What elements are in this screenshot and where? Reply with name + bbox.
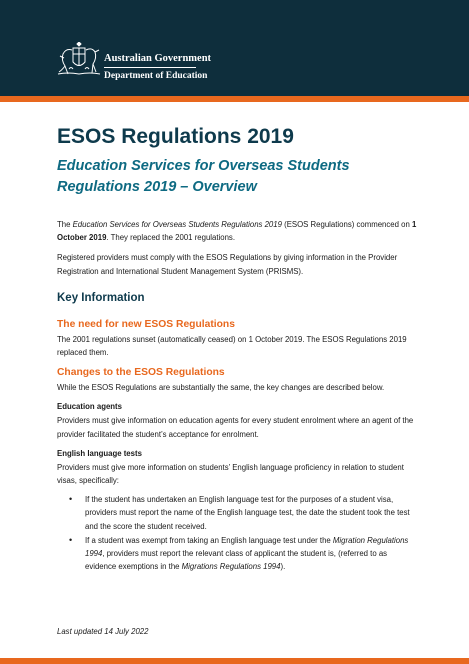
footer-accent-rule [0, 658, 469, 664]
agents-paragraph: Providers must give information on education agents for every student enrolment where an agent of the provider facilitated the student’s acceptance for enrolment. [57, 416, 414, 439]
intro-paragraph-1: The Education Services for Overseas Students Regulations 2019 (ESOS Regulations) commenced on 1 October 2019. They replaced the 2001 regulations. [57, 220, 417, 243]
key-information-heading: Key Information [57, 291, 145, 304]
changes-heading: Changes to the ESOS Regulations [57, 367, 225, 379]
agents-heading: Education agents [57, 402, 122, 412]
intro-paragraph-2: Registered providers must comply with the ESOS Regulations by giving information in the Provider Registration and International Student Management System (PRISMS). [57, 253, 398, 276]
language-bullet-list [85, 493, 417, 573]
language-heading: English language tests [57, 448, 142, 458]
header-band [0, 0, 469, 96]
department-name: Department of Education [104, 71, 208, 81]
header-divider [104, 67, 196, 68]
need-paragraph: The 2001 regulations sunset (automatically ceased) on 1 October 2019. The ESOS Regulations 2019 replaced them. [57, 334, 407, 358]
list-item: • If the student has undertaken an English language test for the purposes of a student visa, providers must report the name of the English language test, the date the student took the test and the score the student received. [85, 493, 417, 533]
header-accent-rule [0, 96, 469, 102]
commonwealth-coat-of-arms-icon [56, 42, 102, 76]
document-body [57, 124, 417, 573]
last-updated-note: Last updated 14 July 2022 [57, 627, 149, 636]
document-subtitle: Education Services for Overseas Students Regulations 2019 – Overview [57, 158, 350, 195]
government-name: Australian Government [104, 53, 212, 64]
language-paragraph: Providers must give more information on students’ English language proficiency in relation to student visas, specifically: [57, 462, 404, 486]
need-heading: The need for new ESOS Regulations [57, 318, 235, 330]
document-title: ESOS Regulations 2019 [57, 125, 294, 148]
list-item: • If a student was exempt from taking an English language test under the Migration Regulations 1994, providers must report the relevant class of applicant the student is, (referred to as evidence exemptions in the Migrations Regulations 1994). [85, 534, 417, 574]
changes-paragraph: While the ESOS Regulations are substantially the same, the key changes are described below. [57, 383, 385, 393]
